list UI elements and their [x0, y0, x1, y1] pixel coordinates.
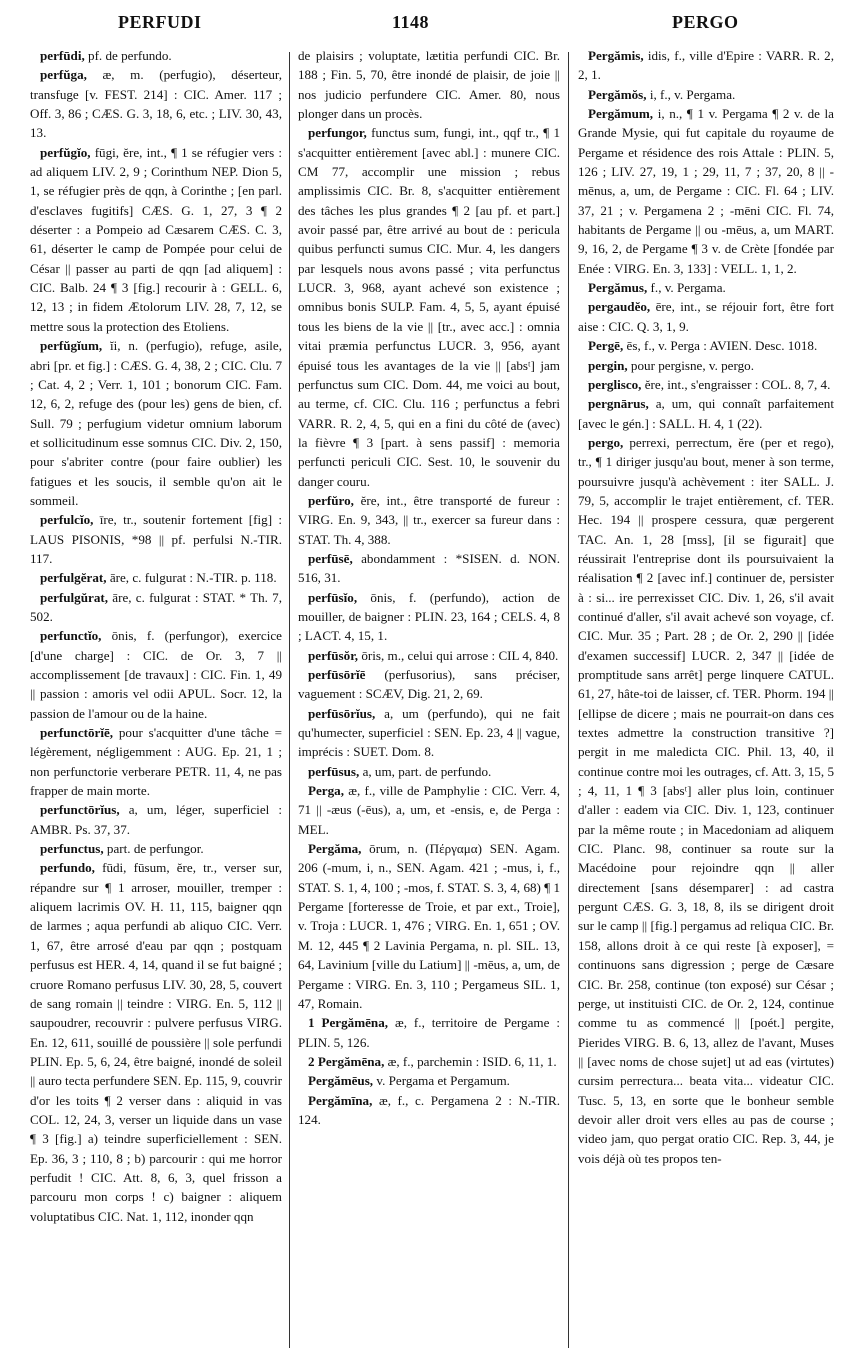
entry-definition: idis, f., ville d'Epire : VARR. R. 2, 2, 1.	[578, 48, 834, 83]
dictionary-entry	[30, 588, 282, 627]
dictionary-entry	[298, 646, 560, 665]
entry-definition: (perfusorius), sans préciser, vaguement : SCÆV, Dig. 21, 2, 69.	[298, 667, 560, 702]
dictionary-entry	[298, 839, 560, 1013]
entry-definition: ōris, m., celui qui arrose : CIL 4, 840.	[358, 647, 559, 663]
dictionary-entry	[578, 104, 834, 278]
dictionary-entry	[298, 1091, 560, 1130]
entry-headword: 1 Pergămēna,	[308, 1015, 389, 1031]
dictionary-entry	[298, 762, 560, 781]
dictionary-entry	[30, 336, 282, 510]
entry-headword: perfūsē,	[308, 550, 353, 566]
dictionary-entry	[578, 297, 834, 336]
column-rule	[568, 52, 569, 1348]
entry-definition: i, n., ¶ 1 v. Pergama ¶ 2 v. de la Grande Mysie, qui fut capitale du royaume de Pergame et résidence des rois Attale : PLIN. 5, 126 ; LIV. 27, 19, 1 ; 29, 11, 7 ; 37, 20, 8 || -mēnus, a, um, de Pergame : CIC. Fl. 64 ; LIV. 37, 21 ; v. Pergamena 2 ; -mēni CIC. Fl. 74, habitants de Pergame || ou -mēus, a, um MART. 9, 16, 2, de Pergame ¶ 3 v. de Crète [fondée par Enée : VIRG. En. 3, 133] : VELL. 1, 1, 2.	[578, 106, 834, 276]
entry-definition: perrexi, perrectum, ĕre (per et rego), tr., ¶ 1 diriger jusqu'au bout, mener à son terme, poursuivre jusqu'à achèvement : iter SALL. J. 79, 5, accomplir le trajet entièrement, cf. TER. Hec. 194 || prospere cessura, quæ pergerent TAC. An. 1, 28 [mss], [il se figurait] que réussirait l'entreprise dont ils poursuivaient la réalisation ¶ 2 [avec inf.] continuer de, persister à : si... ire perrexisset CIC. Div. 1, 26, s'il avait continué d'aller, s'il avait achevé son voyage, cf. CIC. Mur. 35 ; Part. 28 ; de Or. 2, 290 || [idée d'examen successif] LUCR. 2, 347 || [idée de promptitude sans arrêt] perge linquere CATUL. 61, 27, hâte-toi de laisser, cf. TER. Phorm. 194 || [ellipse de dicere ; mais ne pourrait-on dans ces textes admettre la construction transitive ?] pergit in me maledicta CIC. Phil. 13, 40, il continue contre moi les outrages, cf. Att. 3, 15, 5 ; 4, 11, 1 ¶ 3 [absᵗ] aller plus loin, continuer d'aller : eadem via CIC. Div. 1, 123, continuer par la même route ; in Macedoniam ad aliquem CIC. Planc. 98, continuer sa route sur la Macédoine pour rejoindre qqn || aller directement [sans désemparer] : ad castra pergunt CÆS. G. 3, 18, 8, ils se dirigent droit sur le camp || [fig.] pergamus ad reliqua CIC. Br. 158, allons droit à ce qui reste [à exposer], = continuons sans digression ; perge de Cæsare CIC. Br. 258, continue (ton exposé) sur César ; perge, ut instituisti CIC. de Or. 2, 124, continue comme tu as commencé || [poét.] pergite, Pierides VIRG. B. 6, 13, allez de l'avant, Muses || [avec noms de chose sujet] ut ad eas (virtutes) cursim perrectura... beata vita... videatur CIC. Tusc. 5, 13, en sorte que le bonheur semble devoir aller droit vers elles au pas de course ; video jam, quo pergat oratio CIC. Rep. 3, 44, je vois déjà où tes propos ten-	[578, 434, 834, 1166]
dictionary-entry	[30, 510, 282, 568]
entry-definition: pf. de perfundo.	[84, 48, 172, 63]
dictionary-entry	[30, 839, 282, 858]
dictionary-entry	[578, 356, 834, 375]
entry-headword: Pergămēus,	[308, 1073, 374, 1089]
entry-definition: a, um (perfundo), qui ne fait qu'humecter, superficiel : SEN. Ep. 23, 4 || vague, imprécis : SUET. Dom. 8.	[298, 705, 560, 760]
entry-headword: Pergămīna,	[308, 1092, 373, 1108]
dictionary-entry	[30, 723, 282, 800]
entry-headword: pergo,	[588, 434, 624, 450]
dictionary-entry	[298, 781, 560, 839]
dictionary-entry	[578, 433, 834, 1168]
dictionary-entry	[298, 123, 560, 491]
entry-definition: functus sum, fungi, int., qqf tr., ¶ 1 s'acquitter entièrement [avec abl.] : munere CIC. CM 77, accomplir une mission ; rebus amplissimis CIC. Br. 8, s'acquitter entièrement des tâches les plus grandes ¶ 2 [au pf. et part.] avoir passé par, être arrivé au bout de : pericula quibus perfuncti sumus CIC. Mur. 4, les dangers par lesquels nous avons passé ; vita perfunctus LUCR. 3, 968, ayant achevé son existence ; omnibus bonis SULP. Fam. 4, 5, 5, ayant épuisé tous les biens de la vie || [tr., avec acc.] : omnia vitai præmia perfunctus LUCR. 3, 956, ayant épuisé tous les avantages de la vie || [absᵗ] jam perfunctus sum CIC. Dom. 44, me voici au bout, au terme, cf. CIC. Clu. 116 ; perfunctus a febri VARR. R. 2, 4, 5, qui en a fini du côté de (avec) la fièvre ¶ 3 [part. à sens passif] : memoria perfuncti periculi CIC. Sest. 10, le souvenir du danger couru.	[298, 125, 560, 489]
entry-definition: fūdi, fūsum, ĕre, tr., verser sur, répandre sur ¶ 1 arroser, mouiller, tremper : aliquem lacrimis OV. H. 11, 115, baigner qqn de larmes ; aqua perfundi ab aliquo CIC. Verr. 1, 67, être arrosé d'eau par qqn ; postquam perfusus est HER. 4, 14, quand il se fut baigné ; cruore Romano perfusus LIV. 30, 28, 5, couvert de sang romain || teindre : VIRG. En. 5, 112 || saupoudrer, recouvrir : pulvere perfusus VIRG. En. 12, 611, souillé de poussière || sole perfundi PLIN. Ep. 5, 6, 24, être baigné, inondé de soleil || auro tecta perfundere SEN. Ep. 115, 9, couvrir d'or les toits ¶ 2 verser dans : aliquid in vas COL. 12, 24, 3, verser un liquide dans un vase ¶ 3 [fig.] a) teindre superficiellement : SEN. Ep. 36, 3 ; 110, 8 ; b) parcourir : qui me horror perfudit ! CIC. Att. 8, 6, 3, quel frisson a parcouru mon corps ! c) baigner : aliquem voluptatibus CIC. Nat. 1, 112, inonder qqn	[30, 860, 282, 1224]
entry-headword: perfŭro,	[308, 492, 354, 508]
entry-definition: de plaisirs ; voluptate, lætitia perfundi CIC. Br. 188 ; Fin. 5, 70, être inondé de plaisir, de joie || nos judicio perfundere CIC. Amer. 80, nous plonger dans un procès.	[298, 48, 560, 122]
entry-definition: āre, c. fulgurat : STAT. * Th. 7, 502.	[30, 589, 282, 624]
entry-headword: Perga,	[308, 783, 344, 799]
page-number: 1148	[392, 12, 430, 32]
entry-headword: perglisco,	[588, 376, 642, 392]
entry-headword: perfŭgĭo,	[40, 144, 91, 160]
entry-headword: pergnārus,	[588, 396, 649, 412]
entry-definition: a, um, qui connaît parfaitement [avec le gén.] : SALL. H. 4, 1 (22).	[578, 396, 834, 431]
dictionary-entry	[298, 491, 560, 549]
entry-headword: Pergămum,	[588, 106, 654, 122]
column-1	[30, 46, 282, 1352]
dictionary-entry	[578, 375, 834, 394]
entry-headword: perfundo,	[40, 860, 95, 876]
entry-definition: ōrum, n. (Πέργαμα) SEN. Agam. 206 (-mum, i, n., SEN. Agam. 421 ; -mus, i, f., STAT. S. 1, 4, 100 ; -mos, f. STAT. S. 3, 4, 68) ¶ 1 Pergame [forteresse de Troie, et par ext., Troie], v. Troja : LUCR. 1, 476 ; VIRG. En. 1, 651 ; OV. M. 12, 445 ¶ 2 Lavinia Pergama, n. pl. SIL. 13, 64, Lavinium [ville du Latium] || -mēus, a, um, de Pergame : VIRG. En. 3, 110 ; Pergameus SIL. 1, 47, Romain.	[298, 841, 560, 1011]
header-right-guideword: PERGO	[672, 12, 739, 32]
entry-headword: Pergē,	[588, 338, 624, 354]
dictionary-entry	[30, 626, 282, 723]
entry-definition: ĭi, n. (perfugio), refuge, asile, abri [pr. et fig.] : CÆS. G. 4, 38, 2 ; CIC. Clu. 7 ; Cat. 4, 2 ; Verr. 1, 101 ; bonorum CIC. Fam. 12, 6, 2, refuge des (pour les) gens de bien, cf. Sull. 79 ; perfugium videtur omnium laborum et sollicitudinum esse somnus CIC. Div. 2, 150, pour s'abriter contre (pour faire oublier) les fatigues et les soucis, il semble qu'on ait le sommeil.	[30, 338, 282, 508]
entry-headword: 2 Pergămēna,	[308, 1053, 385, 1069]
entry-headword: perfunctōrĭē,	[40, 725, 114, 741]
entry-headword: Pergămus,	[588, 280, 648, 296]
dictionary-entry	[298, 46, 560, 123]
entry-definition: æ, f., c. Pergamena 2 : N.-TIR. 124.	[298, 1092, 560, 1127]
dictionary-entry	[298, 1013, 560, 1052]
dictionary-entry	[30, 65, 282, 142]
entry-definition: fūgi, ĕre, int., ¶ 1 se réfugier vers : ad aliquem LIV. 2, 9 ; Corinthum NEP. Dion 5, 1, se réfugier près de qqn, à Corinthe ; [en parl. d'esclaves fugitifs] CÆS. G. 1, 27, 3 ¶ 2 déserter : a Pompeio ad Cæsarem CÆS. C. 3, 61, déserter le camp de Pompée pour celui de César || passer au parti de qqn [ad aliquem] : CIC. Balb. 24 ¶ 3 [fig.] recourir à : GELL. 6, 12, 13 ; in fidem Ætolorum LIV. 28, 7, 12, se mettre sous la protection des Etoliens.	[30, 144, 282, 334]
entry-headword: perfūsus,	[308, 763, 360, 779]
entry-definition: ĕre, int., être transporté de fureur : VIRG. En. 9, 343, || tr., exercer sa fureur dans : STAT. Th. 4, 388.	[298, 492, 560, 547]
dictionary-entry	[578, 336, 834, 355]
entry-definition: v. Pergama et Pergamum.	[373, 1073, 510, 1089]
column-2	[298, 46, 560, 1352]
dictionary-entry	[298, 1052, 560, 1071]
entry-headword: perfunctĭo,	[40, 628, 102, 644]
entry-definition: ĕre, int., s'engraisser : COL. 8, 7, 4.	[641, 376, 831, 392]
entry-headword: perfūsŏr,	[308, 647, 359, 663]
entry-headword: perfŭga,	[40, 67, 87, 83]
dictionary-entry	[578, 278, 834, 297]
entry-headword: perfūsōrĭus,	[308, 705, 376, 721]
entry-definition: part. de perfungor.	[103, 841, 204, 857]
running-header	[0, 0, 850, 36]
dictionary-entry	[578, 85, 834, 104]
entry-headword: perfūsōrĭē	[308, 667, 366, 682]
dictionary-entry	[578, 46, 834, 85]
dictionary-entry	[298, 588, 560, 646]
entry-definition: a, um, léger, superficiel : AMBR. Ps. 37, 37.	[30, 802, 282, 837]
entry-headword: Pergămis,	[588, 48, 644, 63]
entry-headword: perfulgŭrat,	[40, 589, 109, 605]
entry-headword: perfungor,	[308, 125, 367, 141]
dictionary-entry	[298, 704, 560, 762]
entry-headword: perfūsĭo,	[308, 589, 358, 605]
entry-headword: pergin,	[588, 357, 628, 373]
entry-definition: f., v. Pergama.	[647, 280, 726, 296]
entry-definition: pour s'acquitter d'une tâche = légèrement, négligemment : AUG. Ep. 21, 1 ; non perfunctorie verberare PETR. 11, 4, ne pas frapper de main morte.	[30, 725, 282, 799]
entry-headword: pergaudĕo,	[588, 299, 651, 315]
entry-definition: pour pergisne, v. pergo.	[627, 357, 754, 373]
entry-headword: perfŭgĭum,	[40, 338, 103, 354]
dictionary-entry	[30, 858, 282, 1226]
entry-headword: perfulgĕrat,	[40, 570, 107, 586]
entry-headword: perfulcĭo,	[40, 512, 94, 528]
entry-definition: ōnis, f. (perfundo), action de mouiller, de baigner : PLIN. 23, 164 ; CELS. 4, 8 ; LACT. 4, 15, 1.	[298, 589, 560, 644]
entry-definition: ēre, int., se réjouir fort, être fort aise : CIC. Q. 3, 1, 9.	[578, 299, 834, 334]
column-3	[578, 46, 834, 1352]
header-left-guideword: PERFUDI	[118, 12, 202, 32]
entry-definition: a, um, part. de perfundo.	[359, 763, 492, 779]
column-rule	[289, 52, 290, 1348]
entry-definition: æ, m. (perfugio), déserteur, transfuge [v. FEST. 214] : CIC. Amer. 117 ; Off. 3, 86 ; CÆS. G. 3, 18, 6, etc. ; LIV. 30, 43, 13.	[30, 67, 282, 141]
dictionary-entry	[30, 143, 282, 336]
entry-definition: i, f., v. Pergama.	[646, 86, 736, 102]
entry-definition: æ, f., ville de Pamphylie : CIC. Verr. 4, 71 || -æus (-ēus), a, um, et -ensis, e, de Perga : MEL.	[298, 783, 560, 837]
entry-definition: ēs, f., v. Perga : AVIEN. Desc. 1018.	[623, 338, 818, 354]
entry-headword: perfunctus,	[40, 841, 104, 857]
dictionary-entry	[30, 46, 282, 65]
dictionary-entry	[298, 665, 560, 704]
entry-definition: abondamment : *SISEN. d. NON. 516, 31.	[298, 550, 560, 586]
entry-headword: perfunctōrĭus,	[40, 802, 120, 818]
dictionary-entry	[298, 1071, 560, 1090]
entry-headword: perfūdi,	[40, 48, 85, 63]
entry-definition: æ, f., territoire de Pergame : PLIN. 5, 126.	[298, 1015, 560, 1050]
entry-definition: æ, f., parchemin : ISID. 6, 11, 1.	[384, 1053, 557, 1069]
entry-headword: Pergămŏs,	[588, 86, 647, 102]
entry-headword: Pergăma,	[308, 841, 362, 857]
entry-definition: ōnis, f. (perfungor), exercice [d'une charge] : CIC. de Or. 3, 7 || accomplissement [de travaux] : CIC. Fin. 1, 49 || passion : amoris vel odii APUL. Socr. 12, la passion de l'amour ou de la haine.	[30, 628, 282, 721]
dictionary-entry	[30, 800, 282, 839]
dictionary-entry	[578, 394, 834, 433]
dictionary-entry	[298, 549, 560, 588]
entry-definition: īre, tr., soutenir fortement [fig] : LAUS PISONIS, *98 || pf. perfulsi N.-TIR. 117.	[30, 512, 282, 566]
entry-definition: āre, c. fulgurat : N.-TIR. p. 118.	[106, 570, 277, 586]
dictionary-entry	[30, 568, 282, 587]
